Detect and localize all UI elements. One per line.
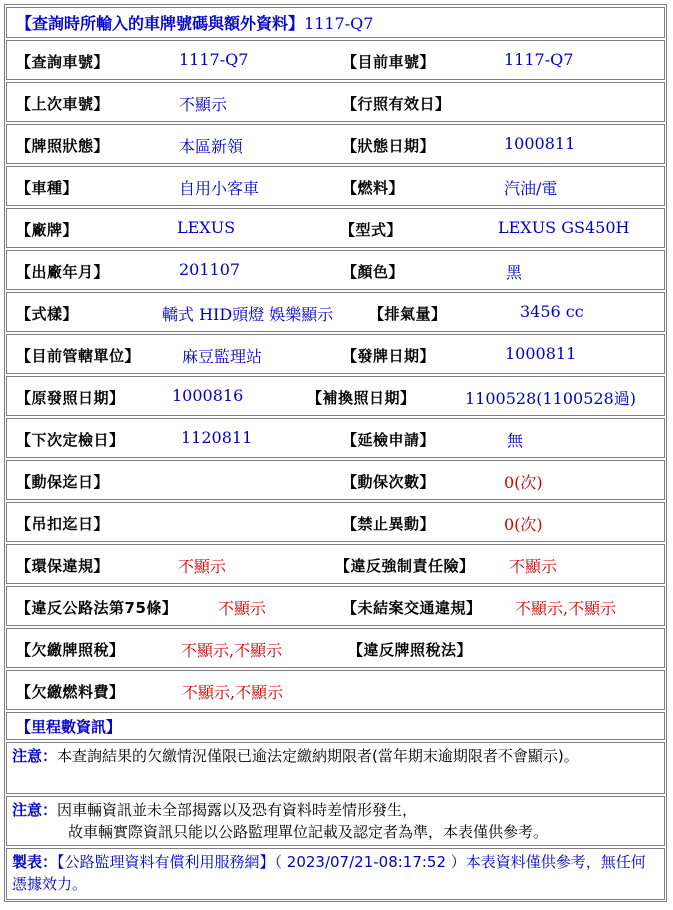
table-row [6, 670, 665, 710]
mileage-row [6, 712, 665, 740]
field-value: 不顯示,不顯示 [181, 641, 283, 660]
field-value: 0(次) [504, 473, 543, 492]
footer-label: 製表： [12, 853, 58, 871]
table-row [6, 208, 665, 248]
field-label: 【違反牌照稅法】 [348, 641, 473, 659]
field-value: 自用小客車 [179, 179, 260, 198]
note-row [6, 742, 665, 794]
field-value: 1117-Q7 [179, 50, 249, 69]
field-label: 【燃料】 [342, 179, 405, 197]
field-value: 不顯示,不顯示 [515, 599, 617, 618]
field-value: LEXUS [177, 218, 236, 237]
note-text: 本查詢結果的欠繳情況僅限已逾法定繳納期限者(當年期末逾期限者不會顯示)。 [57, 747, 579, 765]
table-row [6, 376, 665, 416]
table-row [6, 82, 665, 122]
report-title-label: 【查詢時所輸入的車牌號碼與額外資料】 [16, 14, 305, 33]
table-row [6, 418, 665, 458]
title-row [6, 7, 665, 38]
field-value: 麻豆監理站 [182, 347, 263, 366]
field-label: 【吊扣迄日】 [16, 515, 110, 533]
footer-text: 【公路監理資料有償利用服務網】（ 2023/07/21-08:17:52 ）本表資料僅供參考，無任何憑據效力。 [12, 853, 646, 893]
footer-row [6, 848, 665, 900]
field-label: 【動保次數】 [342, 473, 436, 491]
field-value: 無 [507, 431, 524, 450]
field-label: 【目前管轄單位】 [16, 347, 141, 365]
table-row [6, 586, 665, 626]
note-text-line2: 故車輛實際資訊只能以公路監理單位記載及認定者為準，本表僅供參考。 [68, 823, 549, 841]
field-label: 【下次定檢日】 [16, 431, 125, 449]
field-label: 【欠繳牌照稅】 [16, 641, 125, 659]
field-value: 不顯示 [509, 557, 558, 576]
field-label: 【出廠年月】 [16, 263, 110, 281]
field-value: 201107 [179, 260, 241, 279]
field-value: 1117-Q7 [504, 50, 574, 69]
field-label: 【目前車號】 [342, 53, 436, 71]
field-value: 不顯示 [179, 95, 228, 114]
table-row [6, 544, 665, 584]
table-row [6, 628, 665, 668]
field-value: 不顯示 [218, 599, 267, 618]
field-label: 【發牌日期】 [342, 347, 436, 365]
field-label: 【違反公路法第75條】 [16, 599, 178, 617]
field-label: 【動保迄日】 [16, 473, 110, 491]
field-label: 【禁止異動】 [342, 515, 436, 533]
table-row [6, 292, 665, 332]
field-value: 1120811 [181, 428, 253, 447]
note-row [6, 796, 665, 846]
table-row [6, 124, 665, 164]
field-value: 1000811 [504, 134, 576, 153]
report-title-plate: 1117-Q7 [304, 14, 374, 33]
note-label: 注意： [12, 747, 58, 765]
field-value: 不顯示 [178, 557, 227, 576]
field-label: 【狀態日期】 [342, 137, 436, 155]
table-row [6, 250, 665, 290]
table-row [6, 502, 665, 542]
field-value: 0(次) [504, 515, 543, 534]
field-label: 【違反強制責任險】 [335, 557, 475, 575]
field-label: 【欠繳燃料費】 [16, 683, 125, 701]
field-value: 本區新領 [179, 137, 244, 156]
field-label: 【車種】 [16, 179, 79, 197]
field-label: 【補換照日期】 [307, 389, 416, 407]
field-label: 【查詢車號】 [16, 53, 110, 71]
field-value: 汽油/電 [504, 179, 558, 198]
field-label: 【未結案交通違規】 [342, 599, 482, 617]
field-label: 【牌照狀態】 [16, 137, 110, 155]
field-value: 不顯示,不顯示 [182, 683, 284, 702]
field-value: 轎式 HID頭燈 娛樂顯示 [162, 305, 334, 324]
field-label: 【行照有效日】 [342, 95, 451, 113]
field-value: 1100528(1100528過) [465, 389, 637, 408]
field-label: 【排氣量】 [369, 305, 447, 323]
field-value: LEXUS GS450H [498, 218, 630, 237]
note-text-line1: 因車輛資訊並未全部揭露以及恐有資料時差情形發生， [57, 801, 418, 819]
report-title [16, 11, 373, 34]
field-label: 【式樣】 [16, 305, 79, 323]
field-value: 黑 [506, 263, 523, 282]
table-row [6, 334, 665, 374]
field-label: 【顏色】 [342, 263, 405, 281]
field-value: 1000811 [505, 344, 577, 363]
field-label: 【環保違規】 [16, 557, 110, 575]
table-row [6, 166, 665, 206]
field-label: 【上次車號】 [16, 95, 110, 113]
table-row [6, 460, 665, 500]
field-value: 1000816 [172, 386, 244, 405]
field-label: 【廠牌】 [16, 221, 79, 239]
table-row [6, 40, 665, 80]
field-value: 3456 cc [520, 302, 584, 321]
field-label: 【原發照日期】 [16, 389, 125, 407]
field-label: 【型式】 [340, 221, 403, 239]
field-label: 【延檢申請】 [342, 431, 436, 449]
note-label: 注意： [12, 801, 58, 819]
mileage-heading: 【里程數資訊】 [16, 718, 122, 736]
